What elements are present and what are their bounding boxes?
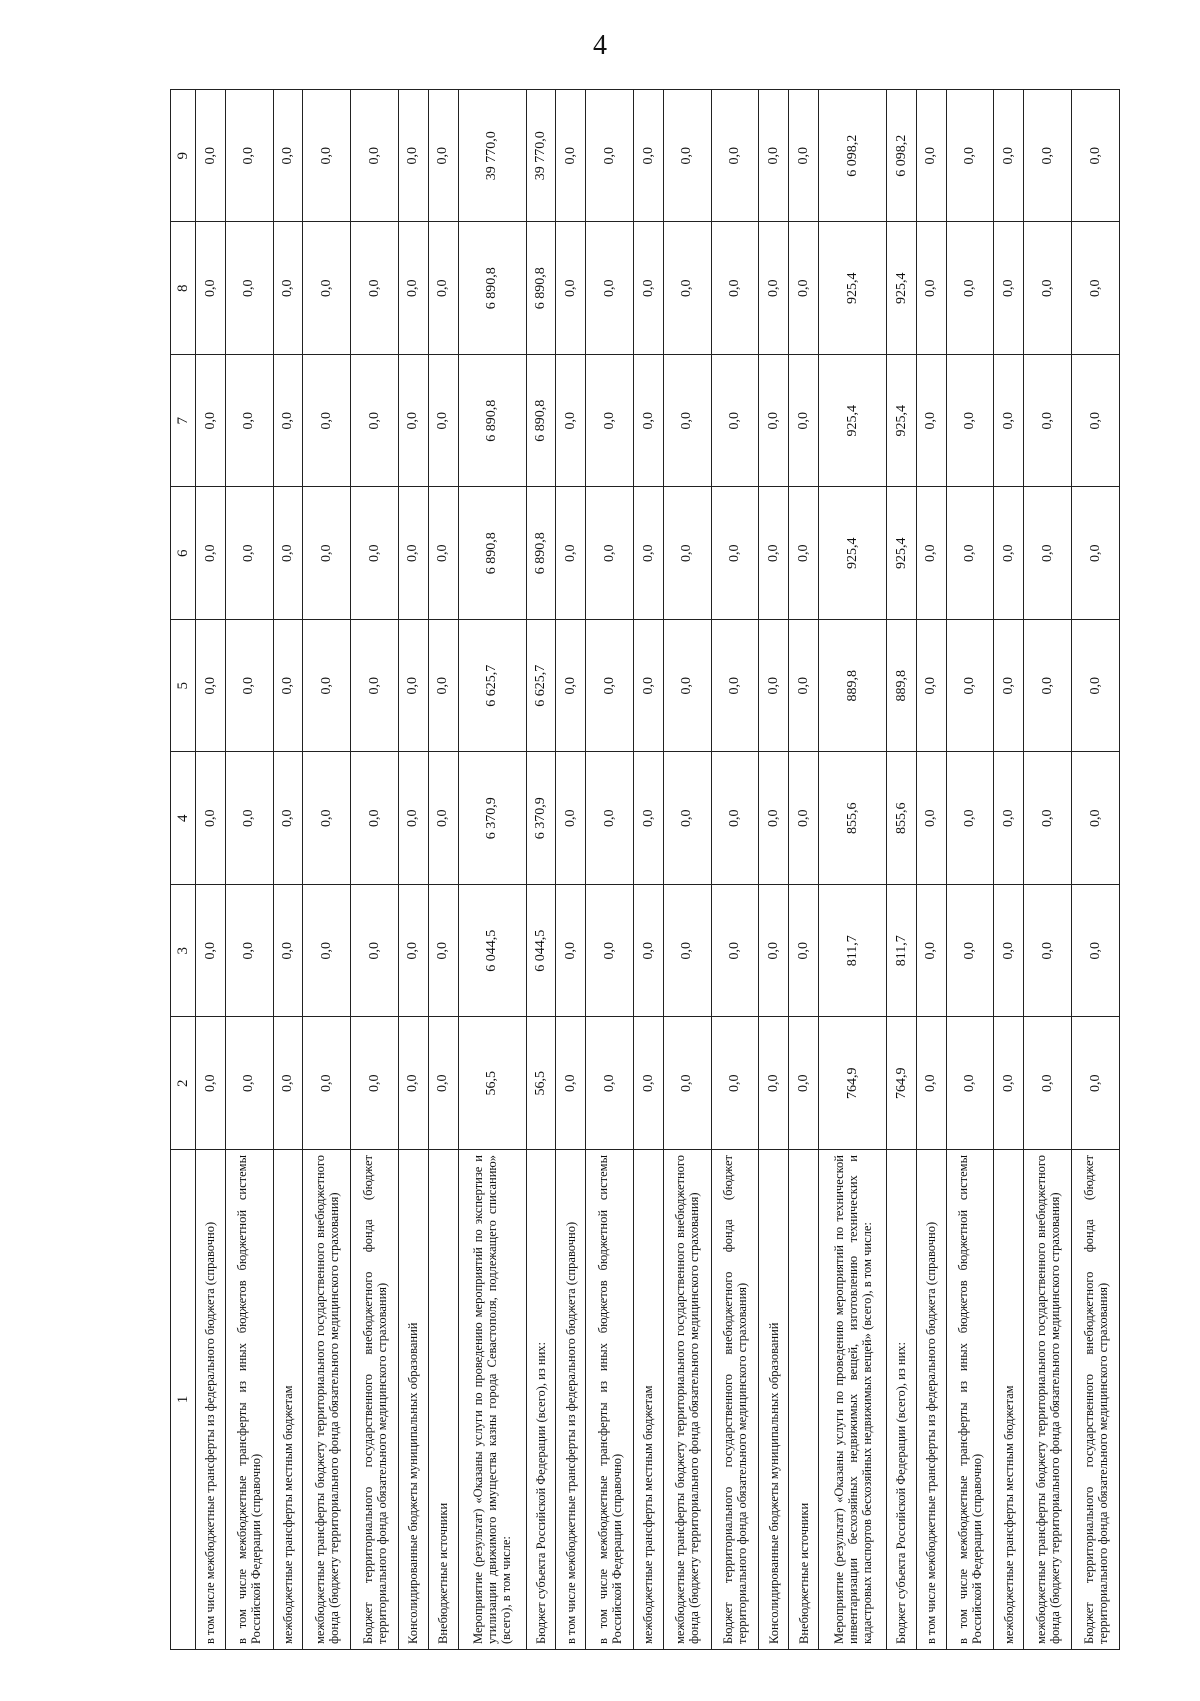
value-cell: 889,8 bbox=[819, 620, 887, 753]
value-cell: 0,0 bbox=[225, 620, 273, 753]
table-row bbox=[303, 90, 351, 1650]
value-cell: 0,0 bbox=[556, 885, 586, 1018]
value-cell: 0,0 bbox=[428, 90, 458, 223]
value-cell: 0,0 bbox=[789, 487, 819, 620]
value-cell: 6 890,8 bbox=[526, 222, 556, 355]
value-cell: 0,0 bbox=[711, 222, 759, 355]
table-row bbox=[759, 90, 789, 1650]
value-cell: 0,0 bbox=[273, 620, 303, 753]
value-cell: 811,7 bbox=[819, 885, 887, 1018]
value-cell: 0,0 bbox=[634, 487, 664, 620]
value-cell: 811,7 bbox=[887, 885, 917, 1018]
value-cell: 0,0 bbox=[303, 752, 351, 885]
value-cell: 0,0 bbox=[946, 222, 994, 355]
value-cell: 0,0 bbox=[711, 1017, 759, 1150]
row-label: Внебюджетные источники bbox=[789, 1150, 819, 1650]
value-cell: 0,0 bbox=[916, 752, 946, 885]
value-cell: 0,0 bbox=[1024, 355, 1072, 488]
value-cell: 0,0 bbox=[994, 1017, 1024, 1150]
value-cell: 0,0 bbox=[946, 355, 994, 488]
value-cell: 6 370,9 bbox=[526, 752, 556, 885]
value-cell: 0,0 bbox=[586, 222, 634, 355]
value-cell: 0,0 bbox=[398, 222, 428, 355]
value-cell: 0,0 bbox=[946, 885, 994, 1018]
value-cell: 0,0 bbox=[789, 90, 819, 223]
row-label: Консолидированные бюджеты муниципальных образований bbox=[759, 1150, 789, 1650]
value-cell: 0,0 bbox=[428, 885, 458, 1018]
value-cell: 0,0 bbox=[1024, 1017, 1072, 1150]
value-cell: 39 770,0 bbox=[526, 90, 556, 223]
value-cell: 0,0 bbox=[351, 90, 399, 223]
value-cell: 0,0 bbox=[946, 90, 994, 223]
value-cell: 0,0 bbox=[946, 1017, 994, 1150]
value-cell: 0,0 bbox=[351, 1017, 399, 1150]
value-cell: 0,0 bbox=[303, 222, 351, 355]
row-label: Внебюджетные источники bbox=[428, 1150, 458, 1650]
value-cell: 0,0 bbox=[351, 620, 399, 753]
value-cell: 0,0 bbox=[225, 355, 273, 488]
value-cell: 0,0 bbox=[303, 355, 351, 488]
value-cell: 6 890,8 bbox=[526, 355, 556, 488]
value-cell: 0,0 bbox=[273, 222, 303, 355]
value-cell: 0,0 bbox=[946, 620, 994, 753]
value-cell: 0,0 bbox=[196, 620, 226, 753]
value-cell: 6 098,2 bbox=[819, 90, 887, 223]
value-cell: 0,0 bbox=[759, 1017, 789, 1150]
value-cell: 0,0 bbox=[1072, 222, 1120, 355]
table-row bbox=[351, 90, 399, 1650]
value-cell: 925,4 bbox=[887, 487, 917, 620]
value-cell: 0,0 bbox=[556, 487, 586, 620]
value-cell: 925,4 bbox=[819, 222, 887, 355]
value-cell: 0,0 bbox=[398, 90, 428, 223]
value-cell: 0,0 bbox=[351, 222, 399, 355]
table-row bbox=[225, 90, 273, 1650]
value-cell: 0,0 bbox=[273, 752, 303, 885]
value-cell: 0,0 bbox=[663, 355, 711, 488]
value-cell: 0,0 bbox=[196, 90, 226, 223]
value-cell: 0,0 bbox=[196, 222, 226, 355]
header-cell: 2 bbox=[171, 1017, 196, 1150]
header-cell: 7 bbox=[171, 355, 196, 488]
value-cell: 0,0 bbox=[196, 885, 226, 1018]
header-cell: 9 bbox=[171, 90, 196, 223]
value-cell: 764,9 bbox=[819, 1017, 887, 1150]
header-cell: 8 bbox=[171, 222, 196, 355]
table-row bbox=[526, 90, 556, 1650]
value-cell: 0,0 bbox=[303, 487, 351, 620]
row-label: межбюджетные трансферты местным бюджетам bbox=[994, 1150, 1024, 1650]
table-row bbox=[916, 90, 946, 1650]
table-row bbox=[789, 90, 819, 1650]
value-cell: 0,0 bbox=[303, 90, 351, 223]
value-cell: 0,0 bbox=[994, 355, 1024, 488]
value-cell: 0,0 bbox=[1072, 487, 1120, 620]
value-cell: 6 044,5 bbox=[458, 885, 526, 1018]
row-label: межбюджетные трансферты бюджету территориального государственного внебюджетного фонда (бюджету территориального фонда обязательного медицинского страхования) bbox=[663, 1150, 711, 1650]
value-cell: 0,0 bbox=[663, 885, 711, 1018]
value-cell: 0,0 bbox=[1024, 222, 1072, 355]
value-cell: 0,0 bbox=[916, 885, 946, 1018]
value-cell: 0,0 bbox=[586, 752, 634, 885]
table-row bbox=[556, 90, 586, 1650]
value-cell: 0,0 bbox=[663, 90, 711, 223]
value-cell: 0,0 bbox=[428, 1017, 458, 1150]
value-cell: 0,0 bbox=[225, 885, 273, 1018]
value-cell: 0,0 bbox=[759, 90, 789, 223]
table-row bbox=[586, 90, 634, 1650]
value-cell: 0,0 bbox=[711, 90, 759, 223]
value-cell: 0,0 bbox=[225, 90, 273, 223]
value-cell: 0,0 bbox=[634, 620, 664, 753]
value-cell: 0,0 bbox=[994, 620, 1024, 753]
value-cell: 0,0 bbox=[1072, 1017, 1120, 1150]
value-cell: 855,6 bbox=[819, 752, 887, 885]
value-cell: 0,0 bbox=[994, 222, 1024, 355]
value-cell: 56,5 bbox=[526, 1017, 556, 1150]
value-cell: 0,0 bbox=[273, 90, 303, 223]
value-cell: 6 890,8 bbox=[458, 487, 526, 620]
value-cell: 0,0 bbox=[1072, 90, 1120, 223]
table-row bbox=[634, 90, 664, 1650]
row-label: Мероприятие (результат) «Оказаны услуги по проведению мероприятий по экспертизе и утилизации движимого имущества казны города Севастополя, подлежащего списанию» (всего), в том числе: bbox=[458, 1150, 526, 1650]
row-label: межбюджетные трансферты бюджету территориального государственного внебюджетного фонда (бюджету территориального фонда обязательного медицинского страхования) bbox=[303, 1150, 351, 1650]
value-cell: 0,0 bbox=[556, 752, 586, 885]
value-cell: 0,0 bbox=[351, 355, 399, 488]
value-cell: 0,0 bbox=[196, 355, 226, 488]
value-cell: 0,0 bbox=[663, 222, 711, 355]
row-label: в том числе межбюджетные трансферты из иных бюджетов бюджетной системы Российской Федерации (справочно) bbox=[586, 1150, 634, 1650]
value-cell: 0,0 bbox=[273, 1017, 303, 1150]
value-cell: 0,0 bbox=[273, 487, 303, 620]
value-cell: 0,0 bbox=[351, 885, 399, 1018]
value-cell: 0,0 bbox=[789, 620, 819, 753]
value-cell: 0,0 bbox=[196, 487, 226, 620]
table-row bbox=[711, 90, 759, 1650]
value-cell: 0,0 bbox=[634, 752, 664, 885]
value-cell: 0,0 bbox=[711, 355, 759, 488]
row-label: межбюджетные трансферты местным бюджетам bbox=[273, 1150, 303, 1650]
value-cell: 6 625,7 bbox=[526, 620, 556, 753]
value-cell: 925,4 bbox=[819, 355, 887, 488]
header-cell: 5 bbox=[171, 620, 196, 753]
value-cell: 0,0 bbox=[759, 885, 789, 1018]
value-cell: 925,4 bbox=[887, 355, 917, 488]
value-cell: 0,0 bbox=[663, 752, 711, 885]
row-label: в том числе межбюджетные трансферты из федерального бюджета (справочно) bbox=[916, 1150, 946, 1650]
value-cell: 0,0 bbox=[586, 487, 634, 620]
page-number: 4 bbox=[593, 30, 607, 61]
value-cell: 0,0 bbox=[759, 487, 789, 620]
value-cell: 0,0 bbox=[351, 752, 399, 885]
value-cell: 0,0 bbox=[759, 752, 789, 885]
value-cell: 0,0 bbox=[789, 1017, 819, 1150]
value-cell: 6 890,8 bbox=[458, 222, 526, 355]
value-cell: 0,0 bbox=[428, 222, 458, 355]
value-cell: 0,0 bbox=[1024, 752, 1072, 885]
value-cell: 0,0 bbox=[1024, 620, 1072, 753]
value-cell: 6 890,8 bbox=[526, 487, 556, 620]
value-cell: 0,0 bbox=[351, 487, 399, 620]
value-cell: 855,6 bbox=[887, 752, 917, 885]
value-cell: 6 370,9 bbox=[458, 752, 526, 885]
table-row bbox=[663, 90, 711, 1650]
value-cell: 0,0 bbox=[428, 487, 458, 620]
value-cell: 0,0 bbox=[916, 620, 946, 753]
value-cell: 0,0 bbox=[428, 620, 458, 753]
value-cell: 925,4 bbox=[819, 487, 887, 620]
value-cell: 0,0 bbox=[946, 752, 994, 885]
value-cell: 56,5 bbox=[458, 1017, 526, 1150]
value-cell: 0,0 bbox=[634, 90, 664, 223]
value-cell: 0,0 bbox=[556, 90, 586, 223]
value-cell: 0,0 bbox=[586, 355, 634, 488]
table-container bbox=[170, 90, 1120, 1650]
table-row bbox=[1024, 90, 1072, 1650]
value-cell: 0,0 bbox=[586, 90, 634, 223]
value-cell: 0,0 bbox=[789, 222, 819, 355]
value-cell: 0,0 bbox=[273, 355, 303, 488]
value-cell: 0,0 bbox=[711, 487, 759, 620]
header-cell: 6 bbox=[171, 487, 196, 620]
value-cell: 0,0 bbox=[663, 620, 711, 753]
value-cell: 0,0 bbox=[428, 355, 458, 488]
value-cell: 0,0 bbox=[916, 487, 946, 620]
table-row bbox=[273, 90, 303, 1650]
value-cell: 0,0 bbox=[1024, 487, 1072, 620]
value-cell: 0,0 bbox=[428, 752, 458, 885]
budget-table bbox=[170, 89, 1120, 1650]
value-cell: 6 044,5 bbox=[526, 885, 556, 1018]
value-cell: 0,0 bbox=[398, 1017, 428, 1150]
value-cell: 0,0 bbox=[634, 355, 664, 488]
table-row bbox=[428, 90, 458, 1650]
value-cell: 0,0 bbox=[273, 885, 303, 1018]
value-cell: 0,0 bbox=[1072, 752, 1120, 885]
table-body bbox=[196, 90, 1120, 1650]
value-cell: 0,0 bbox=[994, 90, 1024, 223]
value-cell: 0,0 bbox=[711, 752, 759, 885]
header-row bbox=[171, 90, 196, 1650]
value-cell: 0,0 bbox=[789, 752, 819, 885]
value-cell: 0,0 bbox=[759, 222, 789, 355]
value-cell: 0,0 bbox=[994, 752, 1024, 885]
value-cell: 0,0 bbox=[916, 355, 946, 488]
value-cell: 0,0 bbox=[916, 90, 946, 223]
value-cell: 0,0 bbox=[1024, 885, 1072, 1018]
row-label: межбюджетные трансферты местным бюджетам bbox=[634, 1150, 664, 1650]
value-cell: 0,0 bbox=[711, 885, 759, 1018]
value-cell: 0,0 bbox=[556, 222, 586, 355]
value-cell: 0,0 bbox=[634, 1017, 664, 1150]
header-cell: 3 bbox=[171, 885, 196, 1018]
row-label: Мероприятие (результат) «Оказаны услуги по проведению мероприятий по технической инвентаризации бесхозяйных недвижимых вещей, изготовлению технических и кадастровых паспортов бесхозяйных недвижимых вещей» (всего), в том числе: bbox=[819, 1150, 887, 1650]
row-label: в том числе межбюджетные трансферты из федерального бюджета (справочно) bbox=[196, 1150, 226, 1650]
value-cell: 0,0 bbox=[586, 1017, 634, 1150]
value-cell: 0,0 bbox=[1072, 885, 1120, 1018]
table-row bbox=[458, 90, 526, 1650]
value-cell: 0,0 bbox=[916, 1017, 946, 1150]
table-row bbox=[196, 90, 226, 1650]
value-cell: 764,9 bbox=[887, 1017, 917, 1150]
value-cell: 0,0 bbox=[196, 752, 226, 885]
value-cell: 0,0 bbox=[994, 487, 1024, 620]
row-label: Бюджет территориального государственного внебюджетного фонда (бюджет территориального фонда обязательного медицинского страхования) bbox=[351, 1150, 399, 1650]
value-cell: 0,0 bbox=[556, 620, 586, 753]
value-cell: 0,0 bbox=[586, 620, 634, 753]
value-cell: 0,0 bbox=[225, 1017, 273, 1150]
value-cell: 925,4 bbox=[887, 222, 917, 355]
value-cell: 0,0 bbox=[556, 1017, 586, 1150]
value-cell: 0,0 bbox=[994, 885, 1024, 1018]
value-cell: 0,0 bbox=[1072, 620, 1120, 753]
value-cell: 889,8 bbox=[887, 620, 917, 753]
value-cell: 0,0 bbox=[225, 222, 273, 355]
table-row bbox=[819, 90, 887, 1650]
value-cell: 0,0 bbox=[789, 355, 819, 488]
value-cell: 39 770,0 bbox=[458, 90, 526, 223]
value-cell: 0,0 bbox=[398, 752, 428, 885]
table-row bbox=[398, 90, 428, 1650]
value-cell: 0,0 bbox=[946, 487, 994, 620]
rotated-table-frame bbox=[170, 90, 1120, 1650]
value-cell: 0,0 bbox=[1072, 355, 1120, 488]
value-cell: 0,0 bbox=[398, 885, 428, 1018]
value-cell: 0,0 bbox=[663, 1017, 711, 1150]
value-cell: 0,0 bbox=[634, 222, 664, 355]
value-cell: 0,0 bbox=[303, 620, 351, 753]
value-cell: 0,0 bbox=[196, 1017, 226, 1150]
table-row bbox=[946, 90, 994, 1650]
row-label: Бюджет субъекта Российской Федерации (всего), из них: bbox=[526, 1150, 556, 1650]
table-row bbox=[1072, 90, 1120, 1650]
row-label: Консолидированные бюджеты муниципальных образований bbox=[398, 1150, 428, 1650]
row-label: Бюджет территориального государственного внебюджетного фонда (бюджет территориального фонда обязательного медицинского страхования) bbox=[711, 1150, 759, 1650]
value-cell: 0,0 bbox=[225, 752, 273, 885]
value-cell: 6 098,2 bbox=[887, 90, 917, 223]
row-label: межбюджетные трансферты бюджету территориального государственного внебюджетного фонда (бюджету территориального фонда обязательного медицинского страхования) bbox=[1024, 1150, 1072, 1650]
value-cell: 0,0 bbox=[398, 487, 428, 620]
value-cell: 0,0 bbox=[556, 355, 586, 488]
header-cell: 4 bbox=[171, 752, 196, 885]
value-cell: 0,0 bbox=[303, 885, 351, 1018]
value-cell: 0,0 bbox=[1024, 90, 1072, 223]
row-label: Бюджет территориального государственного внебюджетного фонда (бюджет территориального фонда обязательного медицинского страхования) bbox=[1072, 1150, 1120, 1650]
value-cell: 0,0 bbox=[916, 222, 946, 355]
value-cell: 0,0 bbox=[711, 620, 759, 753]
value-cell: 0,0 bbox=[663, 487, 711, 620]
row-label: в том числе межбюджетные трансферты из иных бюджетов бюджетной системы Российской Федерации (справочно) bbox=[946, 1150, 994, 1650]
value-cell: 0,0 bbox=[398, 620, 428, 753]
row-label: Бюджет субъекта Российской Федерации (всего), из них: bbox=[887, 1150, 917, 1650]
row-label: в том числе межбюджетные трансферты из федерального бюджета (справочно) bbox=[556, 1150, 586, 1650]
table-row bbox=[887, 90, 917, 1650]
value-cell: 6 625,7 bbox=[458, 620, 526, 753]
row-label: в том числе межбюджетные трансферты из иных бюджетов бюджетной системы Российской Федерации (справочно) bbox=[225, 1150, 273, 1650]
value-cell: 0,0 bbox=[759, 355, 789, 488]
value-cell: 0,0 bbox=[789, 885, 819, 1018]
value-cell: 0,0 bbox=[759, 620, 789, 753]
value-cell: 0,0 bbox=[303, 1017, 351, 1150]
header-cell: 1 bbox=[171, 1150, 196, 1650]
value-cell: 0,0 bbox=[225, 487, 273, 620]
value-cell: 0,0 bbox=[398, 355, 428, 488]
value-cell: 6 890,8 bbox=[458, 355, 526, 488]
value-cell: 0,0 bbox=[634, 885, 664, 1018]
value-cell: 0,0 bbox=[586, 885, 634, 1018]
table-row bbox=[994, 90, 1024, 1650]
